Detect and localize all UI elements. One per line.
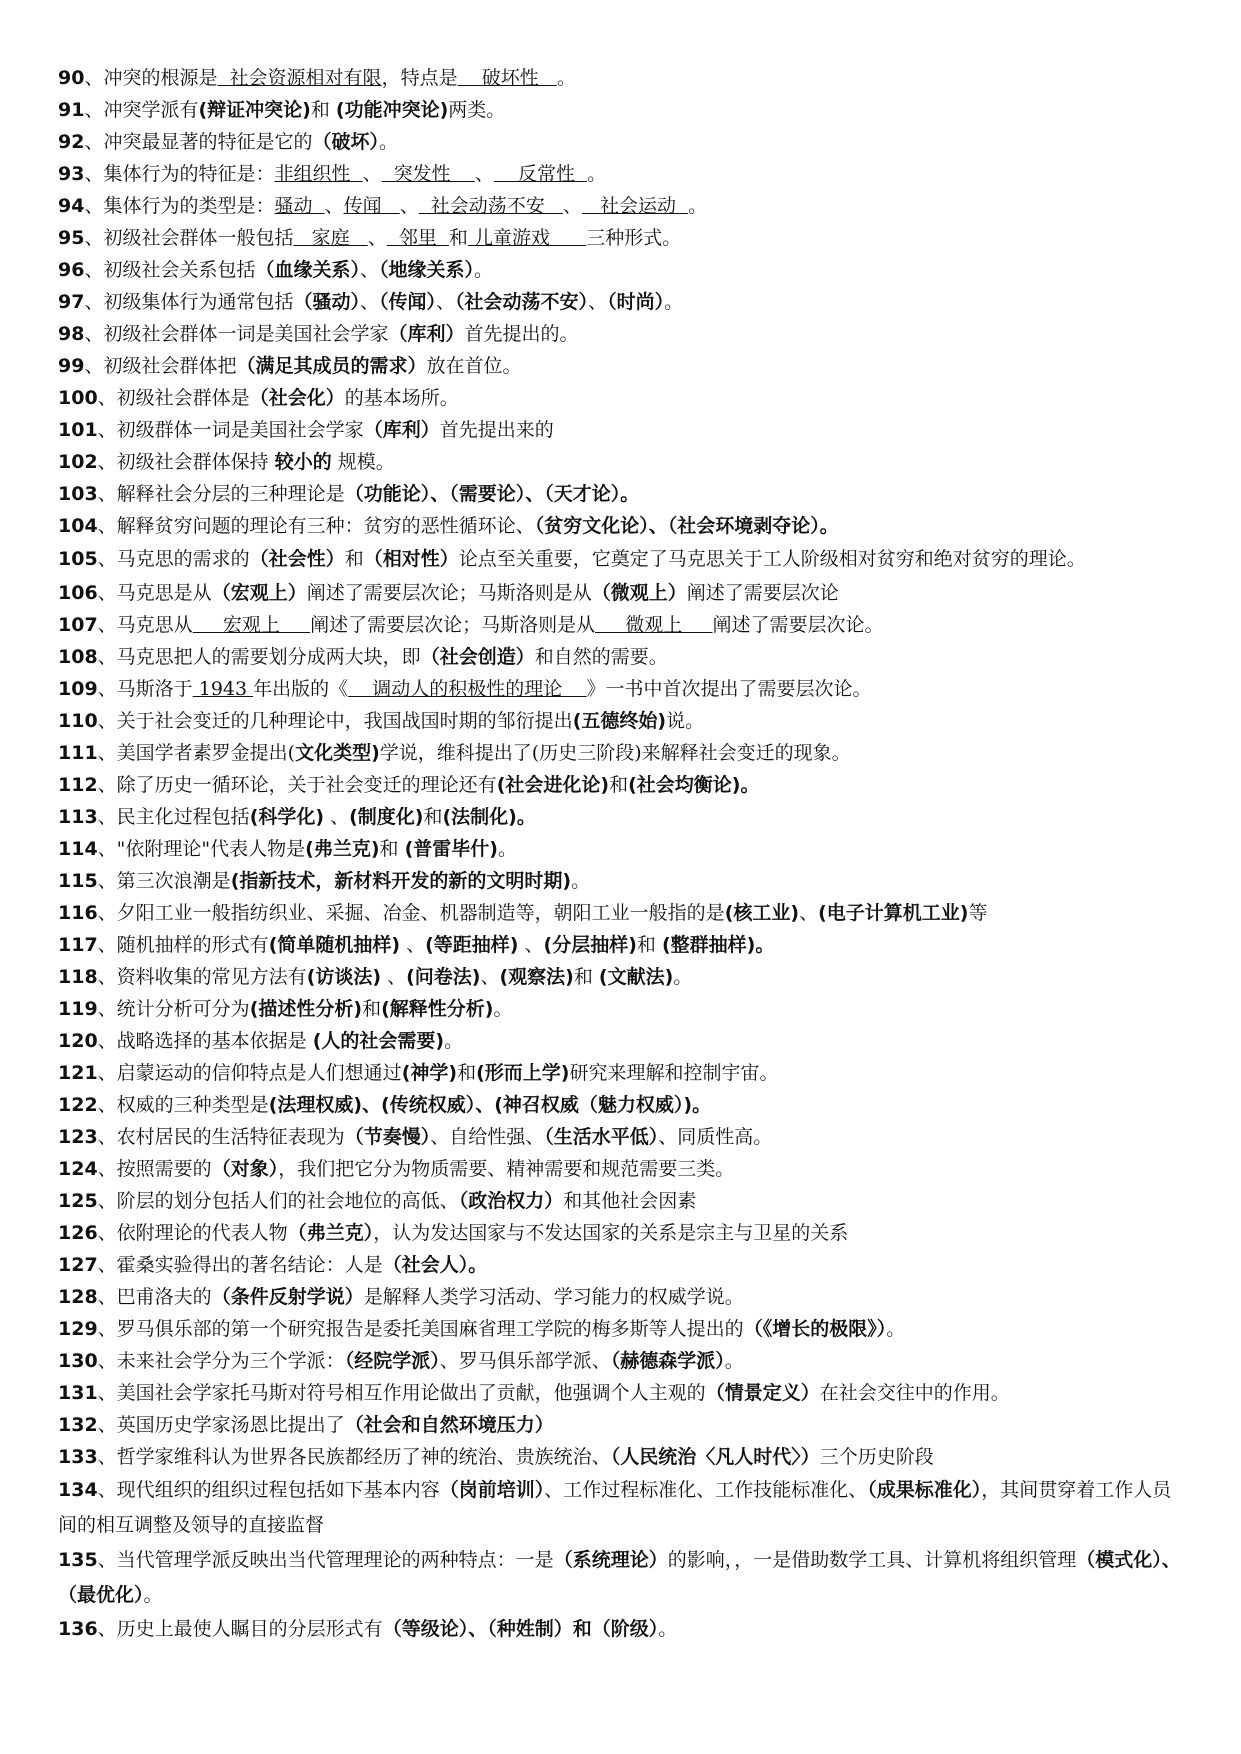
question-text: 、农村居民的生活特征表现为 bbox=[97, 1126, 345, 1148]
answer-bold: （社会人）。 bbox=[382, 1254, 488, 1276]
question-text: 、马克思从 bbox=[97, 614, 193, 636]
answer-underlined: 传闻 bbox=[343, 195, 400, 217]
question-text: 、初级集体行为通常包括 bbox=[84, 291, 294, 313]
question-text: 、战略选择的基本依据是 bbox=[97, 1030, 313, 1052]
answer-bold: （库利） bbox=[388, 323, 465, 345]
answer-bold: (解释性分析) bbox=[381, 998, 494, 1020]
question-item bbox=[58, 1153, 1183, 1185]
question-text: 、依附理论的代表人物 bbox=[97, 1222, 288, 1244]
question-text: 、冲突学派有 bbox=[84, 99, 199, 121]
question-text: 、马斯洛于 bbox=[97, 678, 193, 700]
answer-bold: (简单随机抽样) bbox=[268, 934, 401, 956]
question-text: 、除了历史一循环论，关于社会变迁的理论还有 bbox=[97, 774, 497, 796]
question-text: 。 bbox=[497, 838, 517, 860]
answer-bold: （条件反射学说） bbox=[211, 1286, 364, 1308]
answer-bold: （地缘关系） bbox=[379, 259, 475, 281]
document-body bbox=[58, 62, 1183, 1645]
answer-bold: (弗兰克) bbox=[305, 838, 380, 860]
question-text: 、罗马俱乐部的第一个研究报告是委托美国麻省理工学院的梅多斯等人提出的 bbox=[97, 1318, 744, 1340]
answer-bold: （弗兰克） bbox=[287, 1222, 374, 1244]
question-text: 说。 bbox=[666, 710, 705, 732]
question-item bbox=[58, 1025, 1183, 1057]
question-item bbox=[58, 1249, 1183, 1281]
answer-underlined: 微观上 bbox=[595, 614, 713, 636]
question-item bbox=[58, 737, 1183, 769]
question-item bbox=[58, 1613, 1183, 1645]
question-text: 。 bbox=[378, 131, 398, 153]
question-text: 、权威的三种类型是 bbox=[97, 1094, 269, 1116]
answer-bold: (访谈法) bbox=[306, 966, 382, 988]
question-text: 、马克思的需求的 bbox=[97, 548, 250, 570]
answer-bold: 文化类型) bbox=[295, 742, 380, 764]
question-number: 127 bbox=[58, 1254, 98, 1276]
question-item bbox=[58, 190, 1183, 222]
question-item bbox=[58, 577, 1183, 609]
question-text: 、初级社会群体把 bbox=[84, 355, 237, 377]
answer-bold: (社会均衡论)。 bbox=[628, 774, 760, 796]
question-text: 三种形式。 bbox=[586, 227, 682, 249]
question-text: 、 bbox=[359, 259, 379, 281]
question-text: 、启蒙运动的信仰特点是人们想通过 bbox=[97, 1062, 402, 1084]
question-number: 107 bbox=[58, 614, 98, 636]
question-item bbox=[58, 833, 1183, 865]
answer-underlined: 调动人的积极性的理论 bbox=[348, 678, 587, 700]
answer-bold: （成果标准化） bbox=[867, 1479, 982, 1501]
question-number: 94 bbox=[58, 195, 85, 217]
answer-bold: （人民统治〈凡人时代〉） bbox=[610, 1446, 820, 1468]
question-text: 、夕阳工业一般指纺织业、采掘、冶金、机器制造等，朝阳工业一般指的是 bbox=[97, 902, 725, 924]
answer-bold: (文献法) bbox=[598, 966, 674, 988]
question-text: 、当代管理学派反映出当代管理理论的两种特点：一是 bbox=[97, 1549, 554, 1571]
answer-bold: (描述性分析) bbox=[249, 998, 363, 1020]
question-item bbox=[58, 542, 1183, 577]
question-item bbox=[58, 1313, 1183, 1345]
question-text: 阐述了需要层次论 bbox=[686, 582, 839, 604]
answer-bold: （模式化）、（最优化） bbox=[58, 1549, 1181, 1606]
question-number: 102 bbox=[58, 451, 98, 473]
question-text: 放在首位。 bbox=[426, 355, 522, 377]
question-text: 、"依附理论"代表人物是 bbox=[97, 838, 306, 860]
question-text: 、阶层的划分包括人们的社会地位的高低、 bbox=[97, 1190, 459, 1212]
question-text: ，特点是 bbox=[381, 67, 458, 89]
question-text: 。 bbox=[886, 1318, 906, 1340]
question-text: 、初级社会群体是 bbox=[97, 387, 250, 409]
question-number: 99 bbox=[58, 355, 85, 377]
answer-underlined: 儿童游戏 bbox=[467, 227, 587, 249]
question-number: 121 bbox=[58, 1062, 98, 1084]
question-text: 、罗马俱乐部学派、 bbox=[439, 1350, 611, 1372]
question-text: 、初级社会群体一词是美国社会学家 bbox=[84, 323, 389, 345]
answer-bold: （血缘关系） bbox=[255, 259, 360, 281]
question-text: 和 bbox=[448, 227, 468, 249]
question-text: 是解释人类学习活动、学习能力的权威学说。 bbox=[363, 1286, 744, 1308]
question-number: 123 bbox=[58, 1126, 98, 1148]
question-number: 131 bbox=[58, 1382, 98, 1404]
question-text: 。 bbox=[688, 195, 708, 217]
question-text: 规模。 bbox=[331, 451, 395, 473]
question-text: 、初级社会关系包括 bbox=[84, 259, 256, 281]
question-item bbox=[58, 993, 1183, 1025]
answer-bold: （对象） bbox=[211, 1158, 279, 1180]
question-number: 90 bbox=[58, 67, 85, 89]
question-text: 、解释贫穷问题的理论有三种：贫穷的恶性循环论、 bbox=[97, 515, 535, 537]
question-number: 115 bbox=[58, 870, 98, 892]
question-text: 阐述了需要层次论；马斯洛则是从 bbox=[310, 614, 596, 636]
answer-bold: （相对性） bbox=[363, 548, 459, 570]
question-text: 、初级社会群体一般包括 bbox=[84, 227, 294, 249]
question-item bbox=[58, 478, 1183, 510]
question-text: 年出版的《 bbox=[253, 678, 349, 700]
question-text: 。 bbox=[474, 259, 494, 281]
question-item bbox=[58, 286, 1183, 318]
question-text: 和 bbox=[379, 838, 405, 860]
question-number: 117 bbox=[58, 934, 98, 956]
answer-bold: （库利） bbox=[363, 419, 440, 441]
question-text: 》一书中首次提出了需要层次论。 bbox=[586, 678, 872, 700]
answer-bold: （贫穷文化论）、（社会环境剥夺论）。 bbox=[534, 515, 839, 537]
question-item bbox=[58, 929, 1183, 961]
question-text: 、马克思是从 bbox=[97, 582, 212, 604]
answer-bold: （经院学派） bbox=[344, 1350, 440, 1372]
question-text: ，我们把它分为物质需要、精神需要和规范需要三类。 bbox=[278, 1158, 735, 1180]
question-text: 、霍桑实验得出的著名结论：人是 bbox=[97, 1254, 383, 1276]
question-text: 、 bbox=[367, 227, 387, 249]
question-text: 、哲学家维科认为世界各民族都经历了神的统治、贵族统治、 bbox=[97, 1446, 611, 1468]
question-number: 135 bbox=[58, 1549, 98, 1571]
question-text: 和 bbox=[636, 934, 662, 956]
question-item bbox=[58, 350, 1183, 382]
answer-bold: (整群抽样)。 bbox=[661, 934, 775, 956]
question-item bbox=[58, 897, 1183, 929]
question-text: 、 bbox=[588, 291, 608, 313]
answer-underlined: 家庭 bbox=[293, 227, 368, 249]
question-text: 和 bbox=[423, 806, 443, 828]
answer-underlined: 突发性 bbox=[381, 163, 475, 185]
question-text: 、 bbox=[359, 291, 379, 313]
question-text: 、历史上最使人瞩目的分层形式有 bbox=[97, 1618, 383, 1640]
answer-bold: (等距抽样) bbox=[425, 934, 519, 956]
question-number: 103 bbox=[58, 483, 98, 505]
question-number: 133 bbox=[58, 1446, 98, 1468]
question-item bbox=[58, 961, 1183, 993]
question-item bbox=[58, 1377, 1183, 1409]
question-text: 。 bbox=[556, 67, 576, 89]
question-text: 首先提出来的 bbox=[439, 419, 554, 441]
question-number: 116 bbox=[58, 902, 98, 924]
answer-bold: （情景定义） bbox=[705, 1382, 820, 1404]
answer-bold: （社会创造） bbox=[420, 646, 535, 668]
question-number: 125 bbox=[58, 1190, 98, 1212]
question-number: 111 bbox=[58, 742, 98, 764]
question-text: 、第三次浪潮是 bbox=[97, 870, 231, 892]
answer-bold: （系统理论） bbox=[553, 1549, 668, 1571]
answer-bold: （赫德森学派） bbox=[610, 1350, 725, 1372]
question-text: 研究来理解和控制宇宙。 bbox=[569, 1062, 779, 1084]
question-text: 和 bbox=[362, 998, 382, 1020]
question-number: 106 bbox=[58, 582, 98, 604]
question-text: 和 bbox=[609, 774, 629, 796]
question-number: 118 bbox=[58, 966, 98, 988]
question-number: 93 bbox=[58, 163, 85, 185]
question-number: 112 bbox=[58, 774, 98, 796]
question-item bbox=[58, 510, 1183, 542]
question-number: 104 bbox=[58, 515, 98, 537]
question-number: 97 bbox=[58, 291, 85, 313]
question-text: 、集体行为的类型是： bbox=[84, 195, 275, 217]
question-text: 、初级社会群体保持 bbox=[97, 451, 275, 473]
question-text: 、英国历史学家汤恩比提出了 bbox=[97, 1414, 345, 1436]
question-text: 、现代组织的组织过程包括如下基本内容 bbox=[97, 1479, 440, 1501]
question-number: 130 bbox=[58, 1350, 98, 1372]
answer-bold: （时尚） bbox=[607, 291, 665, 313]
question-number: 91 bbox=[58, 99, 85, 121]
question-item bbox=[58, 705, 1183, 737]
question-text: 、 bbox=[474, 163, 494, 185]
answer-bold: （政治权力） bbox=[458, 1190, 564, 1212]
question-text: 三个历史阶段 bbox=[819, 1446, 934, 1468]
answer-bold: （社会和自然环境压力） bbox=[344, 1414, 554, 1436]
question-number: 132 bbox=[58, 1414, 98, 1436]
question-item bbox=[58, 1441, 1183, 1473]
question-text: 、冲突的根源是 bbox=[84, 67, 218, 89]
question-text: 、集体行为的特征是： bbox=[84, 163, 275, 185]
question-text: 、 bbox=[562, 195, 582, 217]
answer-bold: (核工业) bbox=[724, 902, 800, 924]
question-item bbox=[58, 62, 1183, 94]
question-number: 134 bbox=[58, 1479, 98, 1501]
question-item bbox=[58, 1089, 1183, 1121]
question-text: 、自给性强、 bbox=[430, 1126, 545, 1148]
question-item bbox=[58, 414, 1183, 446]
question-item bbox=[58, 673, 1183, 705]
question-item bbox=[58, 222, 1183, 254]
question-text: 、 bbox=[324, 806, 350, 828]
question-item bbox=[58, 865, 1183, 897]
question-text: 。 bbox=[493, 998, 513, 1020]
question-text: 阐述了需要层次论；马斯洛则是从 bbox=[306, 582, 592, 604]
answer-underlined: 1943 bbox=[192, 678, 254, 700]
question-text: 等 bbox=[968, 902, 988, 924]
answer-underlined: 非组织性 bbox=[274, 163, 363, 185]
answer-bold: （节奏慢） bbox=[344, 1126, 431, 1148]
answer-bold: (问卷法) bbox=[406, 966, 481, 988]
question-text: 在社会交往中的作用。 bbox=[819, 1382, 1010, 1404]
answer-bold: （社会性） bbox=[249, 548, 345, 570]
question-number: 120 bbox=[58, 1030, 98, 1052]
question-text: 。 bbox=[444, 1030, 464, 1052]
answer-underlined: 骚动 bbox=[274, 195, 325, 217]
answer-underlined: 邻里 bbox=[386, 227, 449, 249]
question-text: 学说，维科提出了(历史三阶段)来解释社会变迁的现象。 bbox=[379, 742, 851, 764]
answer-bold: (电子计算机工业) bbox=[818, 902, 969, 924]
question-text: 、美国学者素罗金提出( bbox=[97, 742, 296, 764]
answer-underlined: 破坏性 bbox=[457, 67, 557, 89]
question-text: 论点至关重要，它奠定了马克思关于工人阶级相对贫穷和绝对贫穷的理论。 bbox=[458, 548, 1086, 570]
question-text: 和其他社会因素 bbox=[563, 1190, 697, 1212]
question-text: 、巴甫洛夫的 bbox=[97, 1286, 212, 1308]
question-item bbox=[58, 318, 1183, 350]
question-item bbox=[58, 801, 1183, 833]
question-text: 、冲突最显著的特征是它的 bbox=[84, 131, 313, 153]
question-text: 、民主化过程包括 bbox=[97, 806, 250, 828]
question-text: 。 bbox=[571, 870, 591, 892]
question-text: 、 bbox=[400, 934, 426, 956]
question-text: 、工作过程标准化、工作技能标准化、 bbox=[544, 1479, 868, 1501]
question-item bbox=[58, 158, 1183, 190]
question-item bbox=[58, 609, 1183, 641]
question-number: 122 bbox=[58, 1094, 98, 1116]
answer-bold: (法理权威)、(传统权威）、(神召权威（魅力权威）)。 bbox=[268, 1094, 712, 1116]
question-text: 、马克思把人的需要划分成两大块，即 bbox=[97, 646, 421, 668]
question-text: 、 bbox=[480, 966, 500, 988]
question-text: 阐述了需要层次论。 bbox=[712, 614, 884, 636]
question-item bbox=[58, 1121, 1183, 1153]
answer-underlined: 社会资源相对有限 bbox=[217, 67, 382, 89]
question-text: 。 bbox=[143, 1584, 163, 1606]
answer-bold: （《增长的极限》） bbox=[743, 1318, 887, 1340]
question-text: 、关于社会变迁的几种理论中，我国战国时期的邹衍提出 bbox=[97, 710, 573, 732]
question-text: 、资料收集的常见方法有 bbox=[97, 966, 307, 988]
question-number: 105 bbox=[58, 548, 98, 570]
question-text: 、按照需要的 bbox=[97, 1158, 212, 1180]
answer-bold: (普雷毕什) bbox=[404, 838, 498, 860]
question-text: ，其间贯穿着工作人员间的相互调整及领导的直接监督 bbox=[58, 1479, 1172, 1536]
question-text: 和 bbox=[573, 966, 599, 988]
answer-underlined: 社会动荡不安 bbox=[418, 195, 563, 217]
question-text: 、同质性高。 bbox=[658, 1126, 773, 1148]
answer-bold: (制度化) bbox=[349, 806, 424, 828]
answer-bold: (形而上学) bbox=[476, 1062, 570, 1084]
question-item bbox=[58, 769, 1183, 801]
answer-bold: (人的社会需要) bbox=[312, 1030, 445, 1052]
question-text: 。 bbox=[724, 1350, 744, 1372]
answer-bold: （传闻） bbox=[379, 291, 437, 313]
question-item bbox=[58, 1057, 1183, 1089]
question-item bbox=[58, 446, 1183, 478]
question-text: 和 bbox=[344, 548, 364, 570]
answer-bold: (五德终始) bbox=[572, 710, 667, 732]
answer-bold: （宏观上） bbox=[211, 582, 307, 604]
question-text: 。 bbox=[673, 966, 693, 988]
question-item bbox=[58, 1543, 1183, 1613]
answer-bold: （满足其成员的需求） bbox=[236, 355, 427, 377]
question-number: 92 bbox=[58, 131, 85, 153]
answer-bold: (法制化)。 bbox=[442, 806, 536, 828]
question-number: 128 bbox=[58, 1286, 98, 1308]
question-item bbox=[58, 254, 1183, 286]
question-text: 和 bbox=[457, 1062, 477, 1084]
answer-underlined: 宏观上 bbox=[192, 614, 311, 636]
question-text: 。 bbox=[587, 163, 607, 185]
answer-bold: (辩证冲突论) bbox=[198, 99, 311, 121]
answer-bold: （等级论）、（种姓制）和（阶级） bbox=[382, 1618, 659, 1640]
question-text: 两类。 bbox=[448, 99, 506, 121]
question-number: 114 bbox=[58, 838, 98, 860]
question-item bbox=[58, 1409, 1183, 1441]
answer-bold: (指新技术，新材料开发的新的文明时期) bbox=[230, 870, 572, 892]
question-text: 、 bbox=[799, 902, 819, 924]
answer-underlined: 社会运动 bbox=[581, 195, 689, 217]
question-text: 。 bbox=[658, 1618, 678, 1640]
question-text: 首先提出的。 bbox=[464, 323, 579, 345]
question-item bbox=[58, 126, 1183, 158]
question-text: 、未来社会学分为三个学派： bbox=[97, 1350, 345, 1372]
question-number: 100 bbox=[58, 387, 98, 409]
question-number: 109 bbox=[58, 678, 98, 700]
question-number: 98 bbox=[58, 323, 85, 345]
answer-bold: （微观上） bbox=[591, 582, 687, 604]
question-item bbox=[58, 1217, 1183, 1249]
question-text: 、随机抽样的形式有 bbox=[97, 934, 269, 956]
answer-bold: (神学) bbox=[401, 1062, 458, 1084]
answer-bold: 较小的 bbox=[274, 451, 332, 473]
answer-bold: （破坏） bbox=[312, 131, 379, 153]
answer-bold: （骚动） bbox=[293, 291, 360, 313]
question-text: 、美国社会学家托马斯对符号相互作用论做出了贡献，他强调个人主观的 bbox=[97, 1382, 706, 1404]
answer-bold: （生活水平低） bbox=[544, 1126, 659, 1148]
question-number: 95 bbox=[58, 227, 85, 249]
question-text: 、初级群体一词是美国社会学家 bbox=[97, 419, 364, 441]
question-item bbox=[58, 1473, 1183, 1543]
question-text: ，认为发达国家与不发达国家的关系是宗主与卫星的关系 bbox=[373, 1222, 849, 1244]
question-number: 110 bbox=[58, 710, 98, 732]
question-item bbox=[58, 382, 1183, 414]
question-text: 和 bbox=[310, 99, 336, 121]
question-item bbox=[58, 94, 1183, 126]
question-text: 、 bbox=[381, 966, 407, 988]
answer-bold: （社会动荡不安） bbox=[455, 291, 589, 313]
question-text: 和自然的需要。 bbox=[534, 646, 668, 668]
answer-bold: (社会进化论) bbox=[496, 774, 610, 796]
question-number: 124 bbox=[58, 1158, 98, 1180]
question-item bbox=[58, 1345, 1183, 1377]
answer-bold: (功能冲突论) bbox=[335, 99, 449, 121]
question-text: 的基本场所。 bbox=[344, 387, 459, 409]
question-item bbox=[58, 1185, 1183, 1217]
question-text: 、 bbox=[518, 934, 544, 956]
question-number: 119 bbox=[58, 998, 98, 1020]
question-number: 129 bbox=[58, 1318, 98, 1340]
answer-bold: (科学化) bbox=[249, 806, 325, 828]
question-number: 101 bbox=[58, 419, 98, 441]
question-text: 、 bbox=[436, 291, 456, 313]
answer-bold: (分层抽样) bbox=[543, 934, 637, 956]
question-text: 、解释社会分层的三种理论是 bbox=[97, 483, 345, 505]
question-text: 、统计分析可分为 bbox=[97, 998, 250, 1020]
question-text: 。 bbox=[664, 291, 684, 313]
answer-bold: （岗前培训） bbox=[439, 1479, 545, 1501]
question-number: 126 bbox=[58, 1222, 98, 1244]
question-number: 108 bbox=[58, 646, 98, 668]
question-text: 、 bbox=[362, 163, 382, 185]
answer-bold: (观察法) bbox=[499, 966, 574, 988]
question-text: 、 bbox=[324, 195, 344, 217]
question-text: 、 bbox=[399, 195, 419, 217]
question-item bbox=[58, 641, 1183, 673]
question-item bbox=[58, 1281, 1183, 1313]
answer-underlined: 反常性 bbox=[493, 163, 588, 185]
question-text: 的影响，，一是借助数学工具、计算机将组织管理 bbox=[667, 1549, 1077, 1571]
question-number: 113 bbox=[58, 806, 98, 828]
answer-bold: （社会化） bbox=[249, 387, 345, 409]
question-number: 136 bbox=[58, 1618, 98, 1640]
answer-bold: （功能论）、（需要论）、（天才论）。 bbox=[344, 483, 640, 505]
question-number: 96 bbox=[58, 259, 85, 281]
